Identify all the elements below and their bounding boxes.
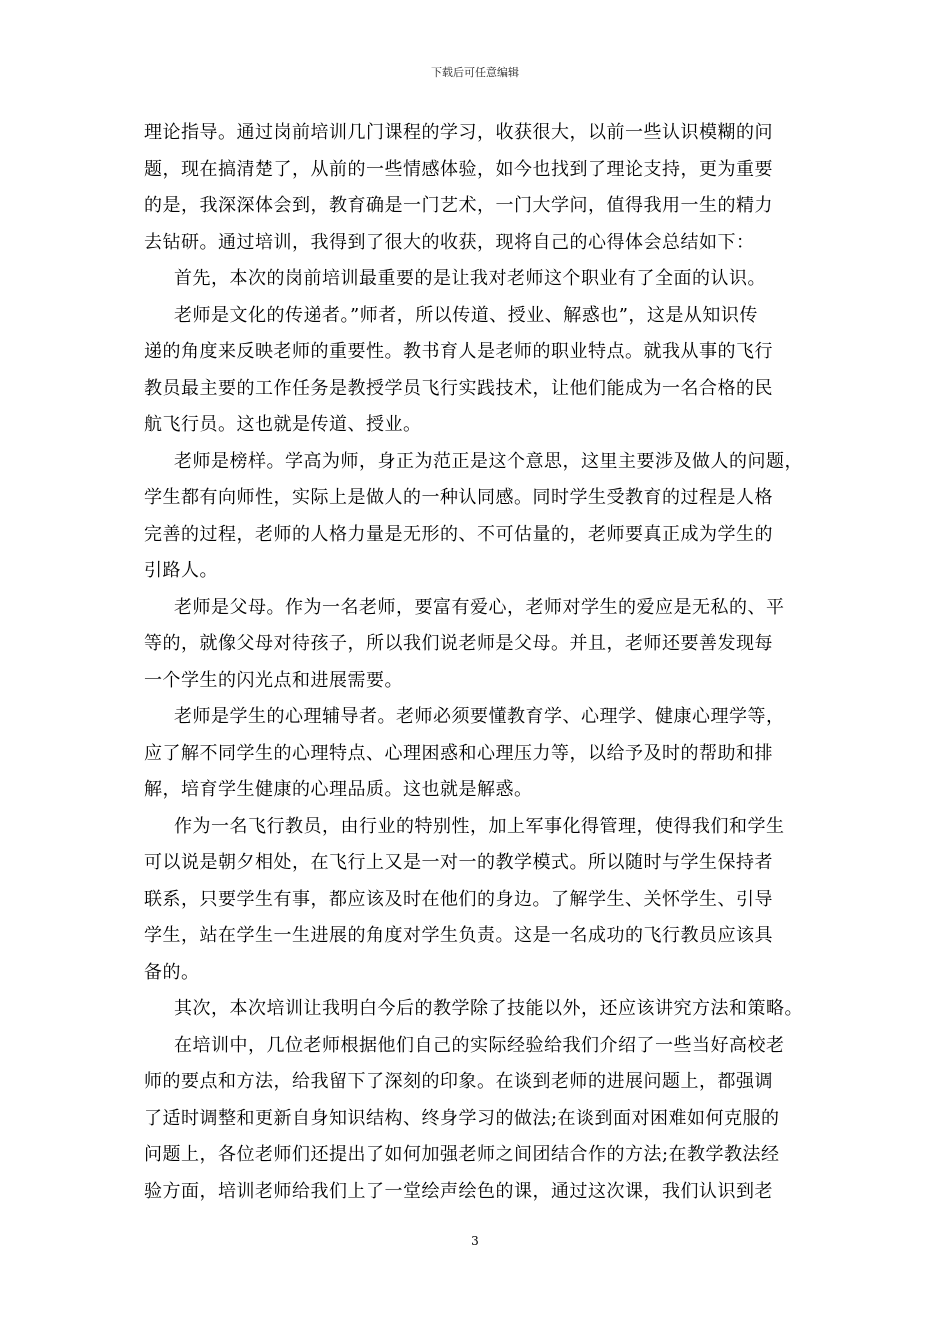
- text-line: 解，培育学生健康的心理品质。这也就是解惑。: [144, 779, 533, 800]
- paragraph: [144, 809, 808, 992]
- text-line: 可以说是朝夕相处，在飞行上又是一对一的教学模式。所以随时与学生保持者: [144, 852, 773, 873]
- text-line: 递的角度来反映老师的重要性。教书育人是老师的职业特点。就我从事的飞行: [144, 341, 773, 362]
- text-line: 作为一名飞行教员，由行业的特别性，加上军事化得管理，使得我们和学生: [174, 815, 785, 837]
- text-line: 的是，我深深体会到，教育确是一门艺术，一门大学问，值得我用一生的精力: [144, 195, 773, 216]
- paragraph: [144, 444, 808, 590]
- page-header: 下载后可任意编辑: [431, 66, 519, 79]
- text-line: 去钻研。通过培训，我得到了很大的收获，现将自己的心得体会总结如下：: [144, 231, 755, 253]
- document-body: [144, 115, 808, 1210]
- text-line: 学生，站在学生一生进展的角度对学生负责。这是一名成功的飞行教员应该具: [144, 925, 773, 946]
- text-line: 问题上，各位老师们还提出了如何加强老师之间团结合作的方法;在教学教法经: [144, 1144, 780, 1165]
- text-line: 老师是榜样。学高为师，身正为范正是这个意思，这里主要涉及做人的问题，: [174, 450, 803, 472]
- text-line: 理论指导。通过岗前培训几门课程的学习，收获很大，以前一些认识模糊的问: [144, 122, 773, 143]
- text-line: 学生都有向师性，实际上是做人的一种认同感。同时学生受教育的过程是人格: [144, 487, 773, 508]
- text-line: 老师是学生的心理辅导者。老师必须要懂教育学、心理学、健康心理学等，: [174, 706, 785, 727]
- paragraph: [144, 1028, 808, 1211]
- text-line: 引路人。: [144, 560, 218, 581]
- text-line: 应了解不同学生的心理特点、心理困惑和心理压力等，以给予及时的帮助和排: [144, 742, 773, 764]
- text-line: 题，现在搞清楚了，从前的一些情感体验，如今也找到了理论支持，更为重要: [144, 158, 773, 180]
- text-line: 等的，就像父母对待孩子，所以我们说老师是父母。并且，老师还要善发现每: [144, 633, 773, 654]
- paragraph: [144, 298, 808, 444]
- text-line: 首先，本次的岗前培训最重要的是让我对老师这个职业有了全面的认识。: [174, 268, 766, 289]
- paragraph: [144, 261, 808, 298]
- text-line: 航飞行员。这也就是传道、授业。: [144, 414, 422, 435]
- page-number: 3: [471, 1234, 479, 1248]
- text-line: 完善的过程，老师的人格力量是无形的、不可估量的，老师要真正成为学生的: [144, 523, 773, 545]
- text-line: 老师是父母。作为一名老师，要富有爱心，老师对学生的爱应是无私的、平: [174, 596, 785, 618]
- text-line: 教员最主要的工作任务是教授学员飞行实践技术，让他们能成为一名合格的民: [144, 377, 773, 399]
- text-line: 备的。: [144, 961, 200, 983]
- text-line: 验方面，培训老师给我们上了一堂绘声绘色的课，通过这次课，我们认识到老: [144, 1180, 773, 1202]
- text-line: 联系，只要学生有事，都应该及时在他们的身边。了解学生、关怀学生、引导: [144, 888, 773, 910]
- text-line: 了适时调整和更新自身知识结构、终身学习的做法;在谈到面对困难如何克服的: [144, 1107, 780, 1129]
- text-line: 一个学生的闪光点和进展需要。: [144, 669, 403, 691]
- text-line: 师的要点和方法，给我留下了深刻的印象。在谈到老师的进展问题上，都强调: [144, 1071, 773, 1092]
- paragraph: [144, 115, 808, 261]
- text-line: 老师是文化的传递者。”师者，所以传道、授业、解惑也”，这是从知识传: [174, 304, 758, 326]
- text-line: 其次，本次培训让我明白今后的教学除了技能以外，还应该讲究方法和策略。: [174, 998, 803, 1019]
- paragraph: [144, 991, 808, 1028]
- text-line: 在培训中，几位老师根据他们自己的实际经验给我们介绍了一些当好高校老: [174, 1034, 785, 1056]
- paragraph: [144, 699, 808, 809]
- paragraph: [144, 590, 808, 700]
